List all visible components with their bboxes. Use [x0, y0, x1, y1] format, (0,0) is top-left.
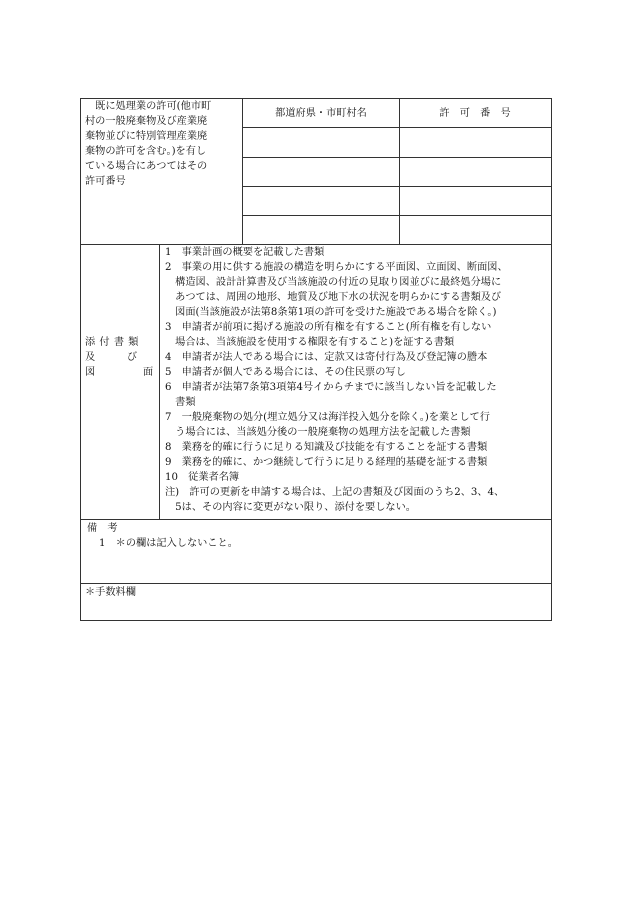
attachment-line: 8 業務を的確に行うに足りる知識及び技能を有することを証する書類 [165, 442, 488, 453]
permit-row-line [242, 127, 552, 128]
attachment-line: 書類 [165, 397, 196, 408]
attachment-line: あつては、周囲の地形、地質及び地下水の状況を明らかにする書類及び [165, 292, 502, 303]
permit-label-line: 村の一般廃棄物及び産業廃 [85, 116, 208, 127]
attachments-label-char: 面 [143, 367, 154, 378]
attachments-divider [159, 244, 160, 519]
fee-label: ＊手数料欄 [85, 587, 136, 598]
permit-row-line [242, 215, 552, 216]
attachment-line: 7 一般廃棄物の処分(埋立処分又は海洋投入処分を除く。)を業として行 [165, 412, 490, 423]
attachment-line: 3 申請者が前項に掲げる施設の所有権を有すること(所有権を有しない [165, 322, 492, 333]
prefecture-column-header: 都道府県・市町村名 [275, 108, 367, 119]
permit-label-line: 許可番号 [85, 176, 126, 187]
section-divider [81, 519, 551, 520]
attachment-line: 6 申請者が法第7条第3項第4号イからチまでに該当しない旨を記載した [165, 382, 497, 393]
attachments-label-line: 添 付 書 類 [85, 337, 139, 348]
permit-row-line [242, 157, 552, 158]
fee-field[interactable] [151, 585, 549, 619]
attachment-line: う場合には、当該処分後の一般廃棄物の処理方法を記載した書類 [165, 427, 471, 438]
attachment-line: 図面(当該施設が法第8条第1項の許可を受けた施設である場合を除く。) [165, 307, 497, 318]
permit-number-column-header: 許 可 番 号 [439, 108, 511, 119]
permit-label-line: 既に処理業の許可(他市町 [85, 101, 212, 112]
attachment-line: 注) 許可の更新を申請する場合は、上記の書類及び図面のうち2、3、4、 [165, 487, 505, 498]
application-form [80, 98, 552, 621]
attachments-label-char: び [127, 352, 138, 363]
attachment-line: 場合は、当該施設を使用する権限を有すること)を証する書類 [165, 337, 455, 348]
permit-label-line: 棄物の許可を含む。)を有し [85, 146, 207, 157]
attachments-label-char: 図 [85, 367, 96, 378]
permit-divider [399, 99, 400, 244]
remarks-title: 備 考 [87, 523, 118, 534]
section-divider [81, 583, 551, 584]
attachment-line: 構造図、設計計算書及び当該施設の付近の見取り図並びに最終処分場に [165, 277, 502, 288]
attachment-line: 1 事業計画の概要を記載した書類 [165, 247, 325, 258]
attachments-label-char: 及 [85, 352, 96, 363]
attachment-line: 9 業務を的確に、かつ継続して行うに足りる経理的基礎を証する書類 [165, 457, 488, 468]
remarks-note: 1 ＊の欄は記入しないこと。 [99, 538, 238, 549]
attachment-line: 4 申請者が法人である場合には、定款又は寄付行為及び登記簿の謄本 [165, 352, 488, 363]
permit-divider [242, 99, 243, 244]
attachment-line: 5 申請者が個人である場合には、その住民票の写し [165, 367, 406, 378]
attachment-line: 5は、その内容に変更がない限り、添付を要しない。 [165, 502, 416, 513]
attachment-line: 2 事業の用に供する施設の構造を明らかにする平面図、立面図、断面図、 [165, 262, 508, 273]
permit-row-line [242, 186, 552, 187]
permit-label-line: 棄物並びに特別管理産業廃 [85, 131, 208, 142]
permit-label-line: ている場合にあつてはその [85, 161, 208, 172]
attachment-line: 10 従業者名簿 [165, 472, 240, 483]
